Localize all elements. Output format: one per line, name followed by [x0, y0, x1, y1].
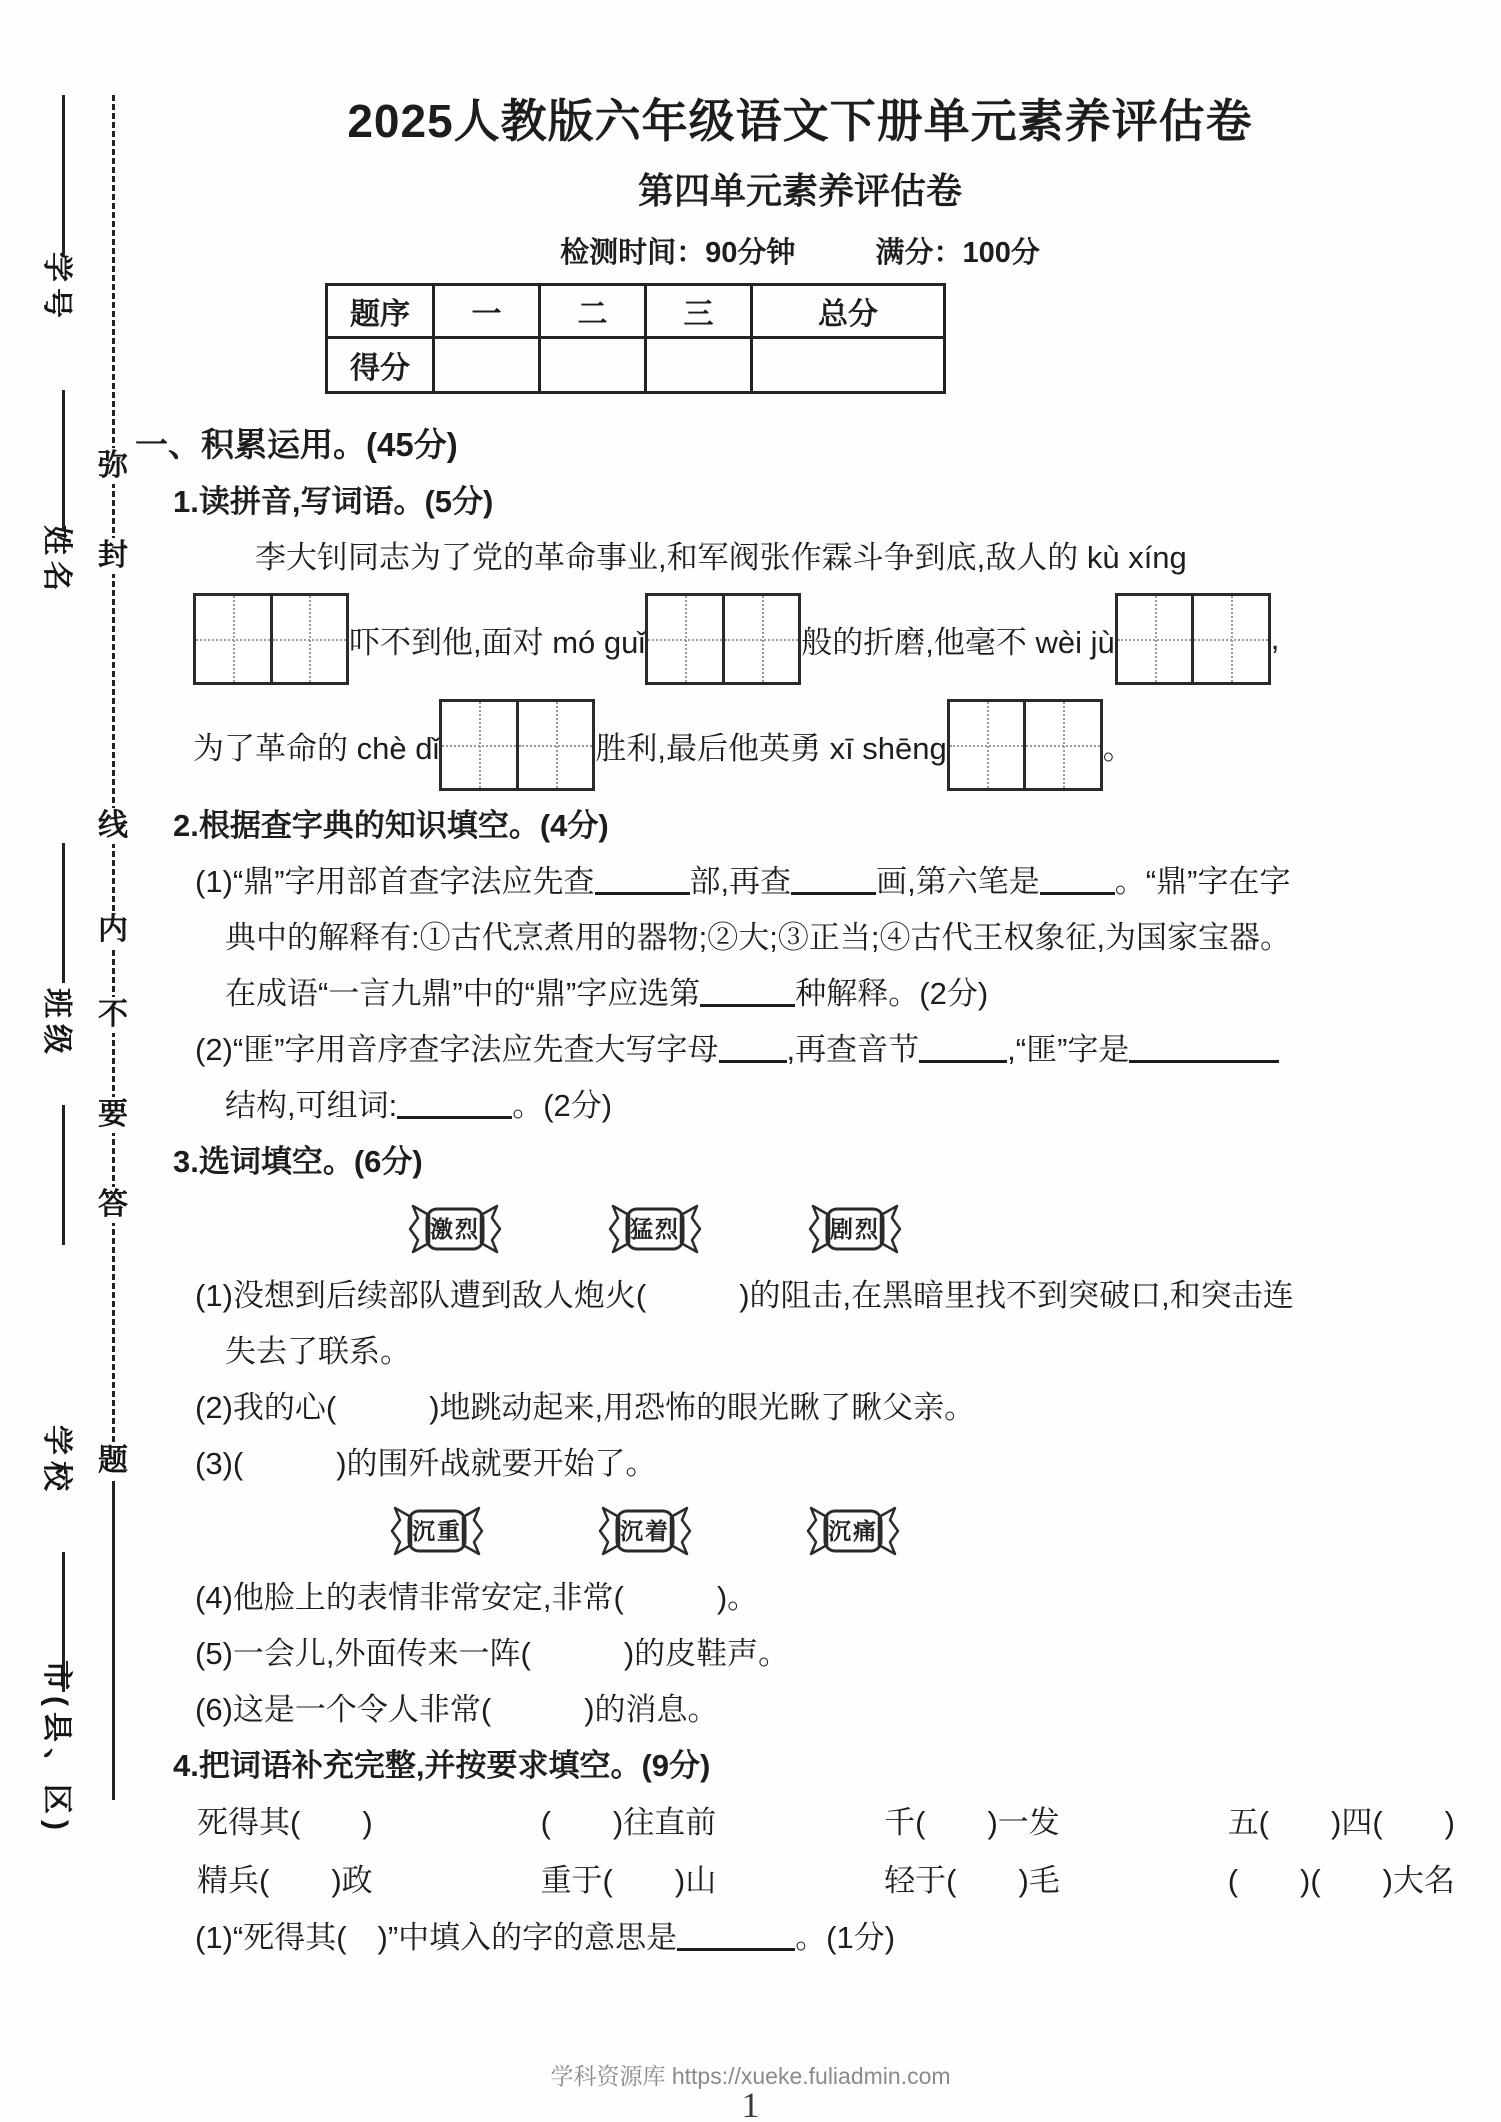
word-candy-label: 剧烈: [830, 1216, 880, 1242]
q2-text: 结构,可组词:: [225, 1088, 398, 1123]
seal-dashed-line: [112, 95, 115, 1487]
word-candy: [805, 1201, 905, 1257]
q2-text: 种解释。(2分): [795, 976, 989, 1011]
q3-item1-line1: (1)没想到后续部队遭到敌人炮火( )的阻击,在黑暗里找不到突破口,和突击连: [195, 1278, 1294, 1313]
exam-info-line: [135, 230, 1465, 271]
field-label-class: 班级: [40, 988, 73, 1060]
q2-item2-line2: [225, 1078, 1465, 1134]
score-table-header-row: [327, 285, 945, 338]
word-candy-label: 猛烈: [630, 1216, 680, 1242]
idiom-blank: 五( )四( ): [1227, 1805, 1455, 1840]
fill-blank: [595, 887, 690, 895]
pinyin-write-box: [439, 699, 595, 791]
field-blank-line: [62, 843, 65, 983]
seal-char: 不: [98, 998, 128, 1031]
field-label-city-county: 市(县、区): [40, 1660, 73, 1836]
score-empty-cell: [434, 338, 540, 393]
idiom-blank: 重于( )山: [540, 1863, 717, 1898]
word-candy: [405, 1201, 505, 1257]
q1-line3-period: 。: [1102, 730, 1134, 766]
q1-line3-text-a: 为了革命的 chè dǐ: [193, 730, 440, 766]
score-header-cell: 二: [540, 285, 646, 338]
q1-line2: [193, 586, 1465, 692]
q1-line3-text-b: 胜利,最后他英勇 xī shēng: [595, 730, 947, 766]
footer-watermark: 学科资源库 https://xueke.fuliadmin.com: [550, 2063, 951, 2089]
idiom-blank: 死得其( ): [197, 1805, 373, 1840]
score-header-cell: 总分: [752, 285, 945, 338]
word-candy-label: 沉痛: [828, 1518, 878, 1544]
q2-item1-line2: 典中的解释有:①古代烹煮用的器物;②大;③正当;④古代王权象征,为国家宝器。: [225, 920, 1292, 955]
word-candy: [387, 1503, 487, 1559]
pinyin-write-box: [193, 593, 349, 685]
word-candy-label: 沉重: [412, 1518, 462, 1544]
field-label-school: 学校: [40, 1425, 73, 1497]
q1-line3: [193, 692, 1465, 798]
q3-item1-line2: 失去了联系。: [225, 1334, 411, 1369]
seal-char: 弥: [98, 449, 128, 482]
score-header-cell: 三: [646, 285, 752, 338]
q2-item1-line1: [195, 854, 1465, 910]
q2-text: (2)“匪”字用音序查字法应先查大写字母: [195, 1032, 719, 1067]
score-empty-cell: [752, 338, 945, 393]
fill-blank: [719, 1055, 787, 1063]
score-row-label: 得分: [327, 338, 434, 393]
q2-text: ,“匪”字是: [1007, 1032, 1130, 1067]
q1-line2-comma: ,: [1270, 621, 1280, 656]
seal-solid-line: [112, 1487, 115, 1800]
fill-blank: [1040, 887, 1115, 895]
exam-title: 2025人教版六年级语文下册单元素养评估卷: [347, 95, 1253, 147]
q4-idioms-row1: [197, 1794, 1455, 1852]
fill-blank: [791, 887, 876, 895]
q4-text: 。(1分): [795, 1920, 896, 1955]
score-table-score-row: [327, 338, 945, 393]
q4-item1: [195, 1910, 1465, 1966]
q2-text: 画,第六笔是: [876, 864, 1040, 899]
exam-full-score: 满分：100分: [875, 237, 1040, 269]
q2-text: 在成语“一言九鼎”中的“鼎”字应选第: [225, 976, 701, 1011]
seal-char: 封: [98, 539, 128, 572]
q2-text: ,再查音节: [786, 1032, 920, 1067]
q1-line1: 李大钊同志为了党的革命事业,和军阀张作霖斗争到底,敌人的 kù xíng: [255, 540, 1187, 575]
pinyin-write-box: [1115, 593, 1271, 685]
q4-idioms-row2: [197, 1852, 1455, 1910]
q4-text: (1)“死得其( )”中填入的字的意思是: [195, 1920, 678, 1955]
seal-char: 内: [98, 913, 128, 946]
field-blank-line: [62, 390, 65, 530]
section1-heading: 一、积累运用。(45分): [135, 426, 458, 463]
fill-blank: [700, 999, 795, 1007]
pinyin-write-box: [947, 699, 1103, 791]
q4-title: 4.把词语补充完整,并按要求填空。(9分): [173, 1748, 711, 1783]
idiom-blank: 千( )一发: [884, 1805, 1060, 1840]
q3-item6: (6)这是一个令人非常( )的消息。: [195, 1692, 719, 1727]
score-table: [325, 283, 946, 394]
score-empty-cell: [540, 338, 646, 393]
seal-char: 题: [98, 1444, 128, 1477]
fill-blank: [1129, 1055, 1279, 1063]
q2-title: 2.根据查字典的知识填空。(4分): [173, 808, 609, 843]
word-candy: [595, 1503, 695, 1559]
page-number: 1: [741, 2085, 760, 2122]
exam-content: [135, 85, 1465, 1966]
q3-item3: (3)( )的围歼战就要开始了。: [195, 1446, 657, 1481]
score-header-cell: 题序: [327, 285, 434, 338]
score-header-cell: 一: [434, 285, 540, 338]
field-blank-line: [62, 95, 65, 255]
idiom-blank: ( )往直前: [540, 1805, 717, 1840]
q2-item2-line1: [195, 1022, 1465, 1078]
word-candy: [803, 1503, 903, 1559]
pinyin-write-box: [645, 593, 801, 685]
q3-item2: (2)我的心( )地跳动起来,用恐怖的眼光瞅了瞅父亲。: [195, 1390, 976, 1425]
q3-title: 3.选词填空。(6分): [173, 1144, 423, 1179]
q2-text: (1)“鼎”字用部首查字法应先查: [195, 864, 595, 899]
word-candy-label: 沉着: [620, 1518, 670, 1544]
idiom-blank: 精兵( )政: [197, 1863, 373, 1898]
q2-text: 。(2分): [512, 1088, 613, 1123]
q1-title: 1.读拼音,写词语。(5分): [173, 484, 494, 519]
unit-subtitle: 第四单元素养评估卷: [637, 170, 962, 211]
idiom-blank: 轻于( )毛: [884, 1863, 1060, 1898]
fill-blank: [397, 1111, 512, 1119]
q3-item5: (5)一会儿,外面传来一阵( )的皮鞋声。: [195, 1636, 790, 1671]
exam-time: 检测时间：90分钟: [560, 237, 796, 269]
q1-line2-text-a: 吓不到他,面对 mó guǐ: [349, 624, 646, 660]
q2-item1-line3: [225, 966, 1465, 1022]
field-label-student-number: 学号: [40, 252, 73, 324]
q3-word-bank-2: [387, 1492, 1465, 1570]
field-blank-line: [62, 1105, 65, 1245]
seal-char: 线: [98, 809, 128, 842]
word-candy-label: 激烈: [430, 1216, 480, 1242]
score-empty-cell: [646, 338, 752, 393]
q1-line2-text-b: 般的折磨,他毫不 wèi jù: [801, 624, 1115, 660]
word-candy: [605, 1201, 705, 1257]
q3-word-bank-1: [405, 1190, 1465, 1268]
seal-char: 要: [98, 1098, 128, 1131]
field-label-name: 姓名: [40, 525, 73, 597]
q3-item4: (4)他脸上的表情非常安定,非常( )。: [195, 1580, 759, 1615]
q2-text: 部,再查: [689, 864, 792, 899]
q2-text: 。“鼎”字在字: [1114, 864, 1291, 899]
seal-char: 答: [98, 1188, 128, 1221]
fill-blank: [919, 1055, 1007, 1063]
fill-blank: [677, 1943, 795, 1951]
idiom-blank: ( )( )大名: [1227, 1863, 1455, 1898]
